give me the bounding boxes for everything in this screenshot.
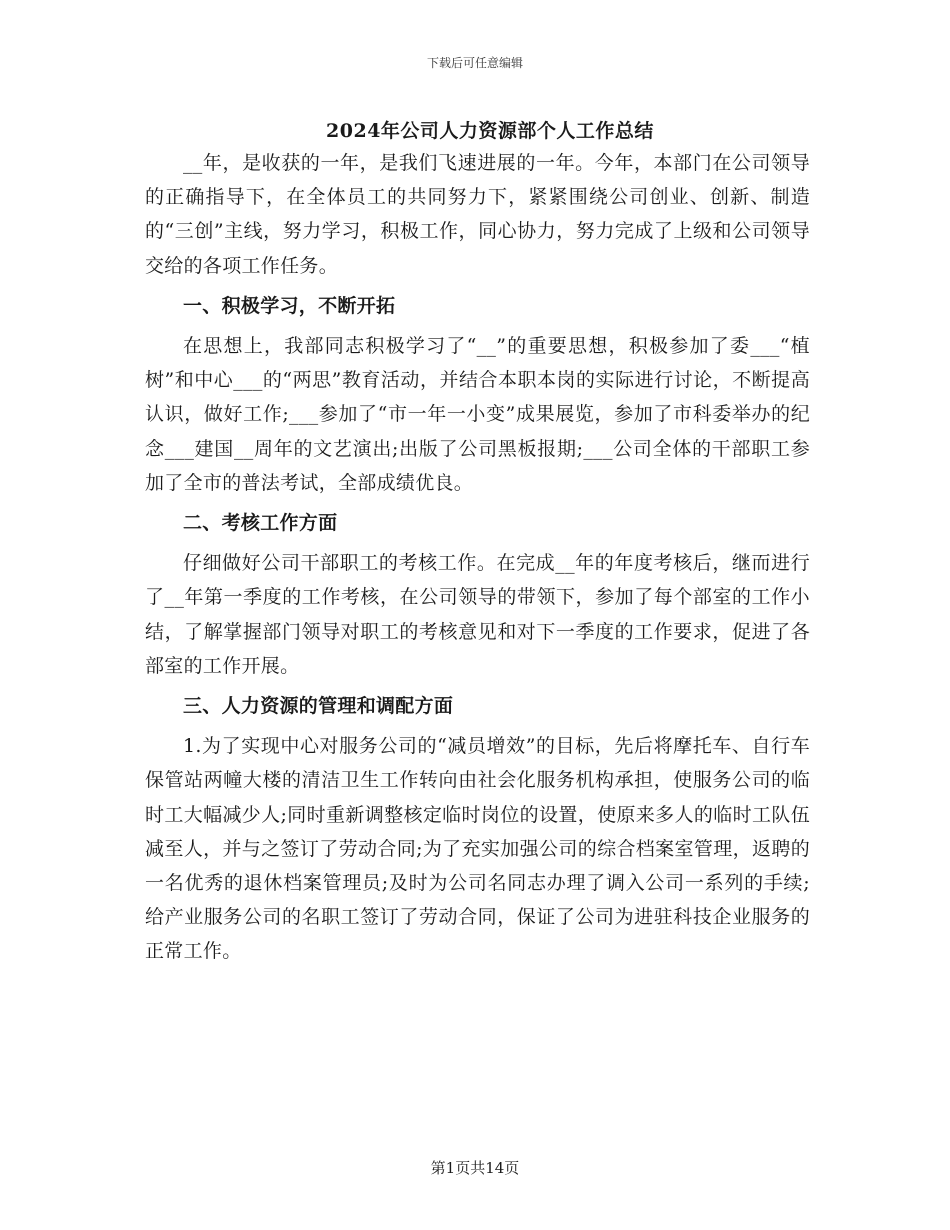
section-1-paragraph: 在思想上，我部同志积极学习了“__”的重要思想，积极参加了委___“植树”和中心___的“两思”教育活动，并结合本职本岗的实际进行讨论，不断提高认识，做好工作;___参加了“市一年一小变”成果展览，参加了市科委举办的纪念___建国__周年的文艺演出;出版了公司黑板报期;___公司全体的干部职工参加了全市的普法考试，全部成绩优良。 — [145, 335, 810, 494]
header-note: 下载后可任意编辑 — [426, 56, 523, 70]
section-3-paragraph: 1.为了实现中心对服务公司的“减员增效”的目标，先后将摩托车、自行车保管站两幢大楼的清洁卫生工作转向由社会化服务机构承担，使服务公司的临时工大幅减少人;同时重新调整核定临时岗位的设置，使原来多人的临时工队伍减至人，并与之签订了劳动合同;为了充实加强公司的综合档案室管理，返聘的一名优秀的退休档案管理员;及时为公司名同志办理了调入公司一系列的手续;给产业服务公司的名职工签订了劳动合同，保证了公司为进驻科技企业服务的正常工作。 — [145, 735, 810, 963]
section-1-heading: 一、积极学习，不断开拓 — [183, 294, 396, 317]
page-footer: 第1页共14页 — [430, 1159, 520, 1177]
document-body — [145, 146, 810, 969]
section-3-heading: 三、人力资源的管理和调配方面 — [183, 695, 454, 718]
intro-paragraph: __年，是收获的一年，是我们飞速进展的一年。今年，本部门在公司领导的正确指导下，在全体员工的共同努力下，紧紧围绕公司创业、创新、制造的“三创”主线，努力学习，积极工作，同心协力，努力完成了上级和公司领导交给的各项工作任务。 — [145, 152, 810, 277]
section-2-heading: 二、考核工作方面 — [183, 512, 338, 535]
section-2-paragraph: 仔细做好公司干部职工的考核工作。在完成__年的年度考核后，继而进行了__年第一季度的工作考核，在公司领导的带领下，参加了每个部室的工作小结，了解掌握部门领导对职工的考核意见和对下一季度的工作要求，促进了各部室的工作开展。 — [145, 552, 810, 677]
document-title: 2024年公司人力资源部个人工作总结 — [326, 120, 654, 142]
